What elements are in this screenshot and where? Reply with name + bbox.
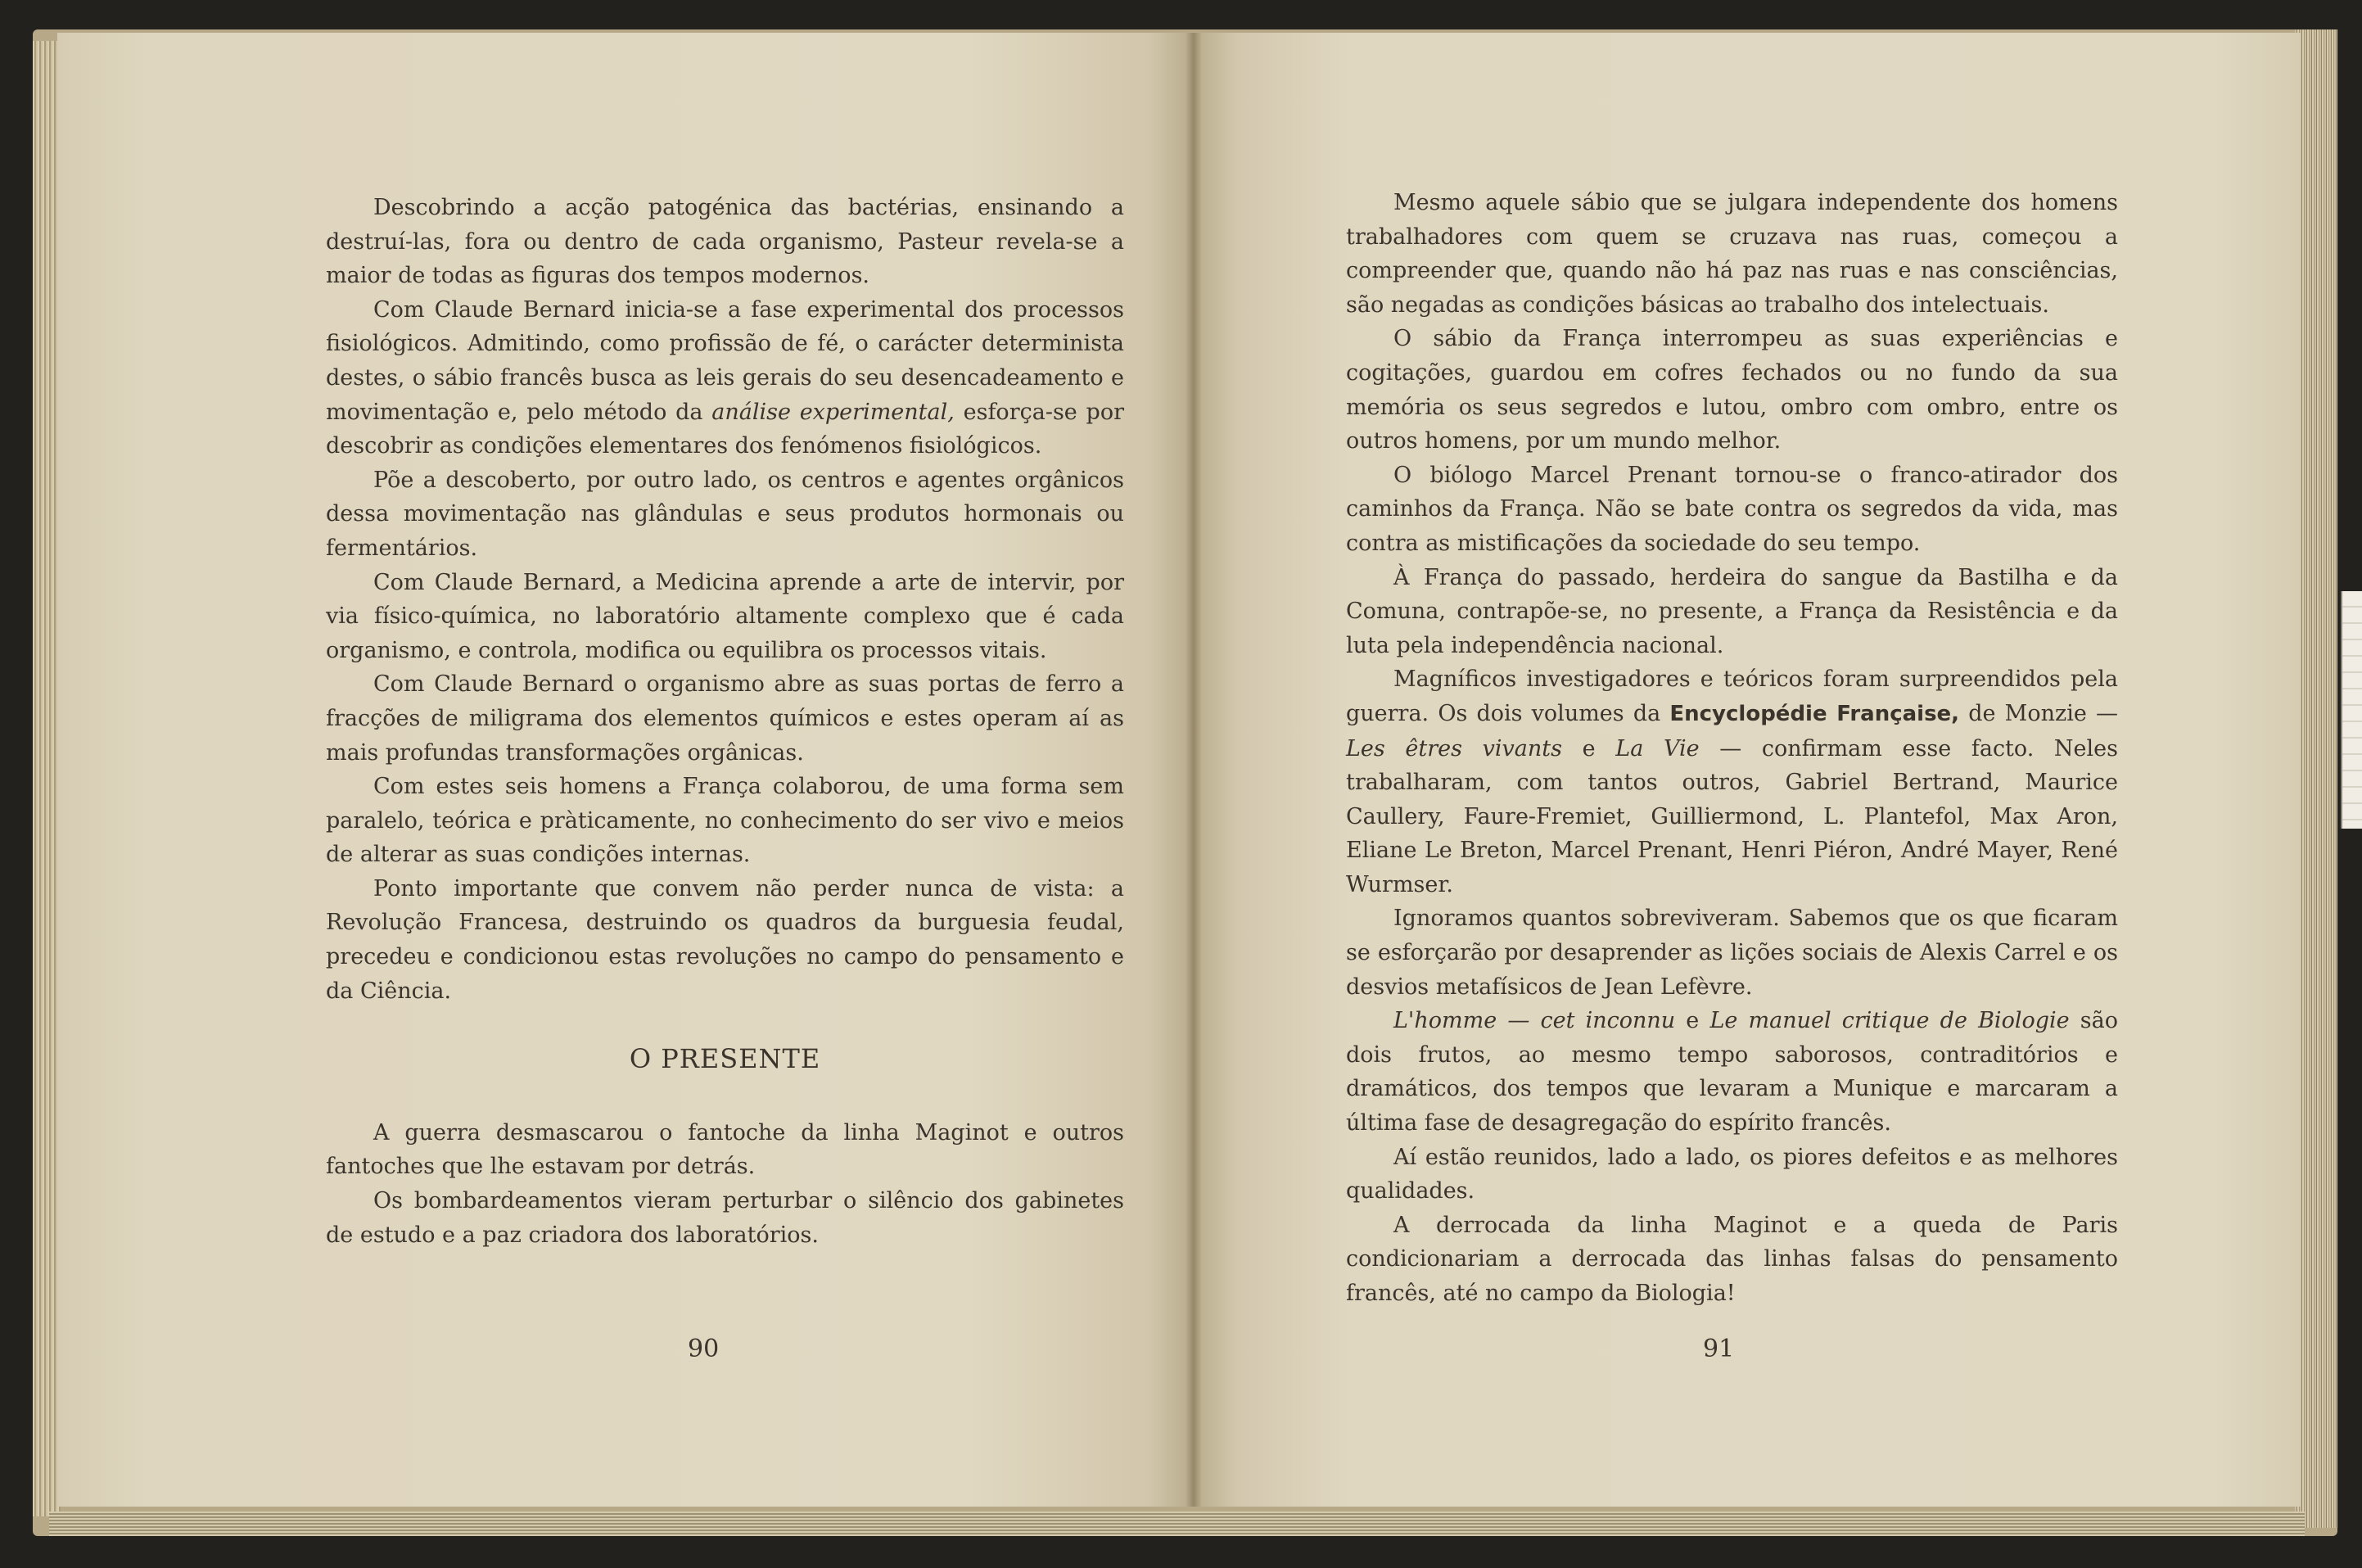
- left-page: [57, 33, 1194, 1507]
- paragraph: A derrocada da linha Maginot e a queda de Paris condicionariam a derrocada das linhas falsas do pensamento francês, até no campo da Biologia!: [1346, 1212, 2118, 1306]
- italic-title: Le manuel critique de Biologie: [1709, 1008, 2070, 1034]
- paragraph: O biólogo Marcel Prenant tornou-se o franco-atirador dos caminhos da França. Não se bate contra os segredos da vida, mas contra as mistificações da sociedade do seu tempo.: [1346, 462, 2118, 556]
- paragraph-text: Com Claude Bernard inicia-se a fase experimental dos processos fisiológicos. Admitindo, como profissão de fé, o carácter determinista destes, o sábio francês busca as leis gerais do seu desencadeamento e movimentação e, pelo método da: [326, 296, 1124, 425]
- paragraph: Com Claude Bernard o organismo abre as suas portas de ferro a fracções de miligrama dos elementos químicos e estes operam aí as mais profundas transformações orgânicas.: [326, 671, 1124, 766]
- italic-title: Les êtres vivants: [1346, 735, 1562, 761]
- paragraph: [1346, 662, 2118, 901]
- paragraph: Descobrindo a acção patogénica das bactérias, ensinando a destruí-las, fora ou dentro de cada organismo, Pasteur revela-se a maior de todas as figuras dos tempos modernos.: [326, 195, 1124, 289]
- paragraph: Põe a descoberto, por outro lado, os centros e agentes orgânicos dessa movimentação nas glândulas e seus produtos hormonais ou fermentários.: [326, 467, 1124, 561]
- page-number: 91: [1703, 1335, 1735, 1363]
- paragraph-text: — confirmam esse facto. Neles trabalharam, com tantos outros, Gabriel Bertrand, Maurice Caullery, Faure-Fremiet, Guilliermond, L. Plantefol, Max Aron, Eliane Le Breton, Marcel Prenant, Henri Piéron, André Mayer, René Wurmser.: [1346, 735, 2118, 897]
- paragraph: Aí estão reunidos, lado a lado, os piores defeitos e as melhores qualidades.: [1346, 1144, 2118, 1204]
- bold-title: Encyclopédie Française,: [1669, 701, 1960, 726]
- bottom-page-edges: [49, 1512, 2305, 1536]
- paragraph: O sábio da França interrompeu as suas experiências e cogitações, guardou em cofres fechados ou no fundo da sua memória os seus segredos e lutou, ombro com ombro, entre os outros homens, por um mundo melhor.: [1346, 326, 2118, 454]
- open-book: [33, 29, 2337, 1536]
- italic-term: análise experimental,: [711, 399, 955, 425]
- book-gutter: [1186, 33, 1202, 1507]
- left-page-body: [326, 191, 1124, 1252]
- paragraph-text: de Monzie —: [1968, 700, 2118, 726]
- scale-strip: [2341, 591, 2362, 829]
- italic-title: La Vie: [1615, 735, 1700, 761]
- paragraph: [1346, 1004, 2118, 1140]
- paragraph: Os bombardeamentos vieram perturbar o silêncio dos gabinetes de estudo e a paz criadora dos laboratórios.: [326, 1188, 1124, 1248]
- paragraph-text: e: [1582, 735, 1596, 761]
- paragraph: À França do passado, herdeira do sangue da Bastilha e da Comuna, contrapõe-se, no presente, a França da Resistência e da luta pela independência nacional.: [1346, 564, 2118, 658]
- italic-title: L'homme — cet inconnu: [1393, 1008, 1676, 1034]
- right-page-edges: [2295, 29, 2337, 1528]
- right-page: [1194, 33, 2301, 1507]
- left-page-edges: [33, 41, 61, 1516]
- paragraph: A guerra desmascarou o fantoche da linha Maginot e outros fantoches que lhe estavam por detrás.: [326, 1119, 1124, 1180]
- paragraph-text: são dois frutos, ao mesmo tempo saborosos, contraditórios e dramáticos, dos tempos que levaram a Munique e marcaram a última fase de desagregação do espírito francês.: [1346, 1008, 2118, 1136]
- paragraph-text: esforça-se por descobrir as condições elementares dos fenómenos fisiológicos.: [326, 399, 1124, 459]
- paragraph: Mesmo aquele sábio que se julgara independente dos homens trabalhadores com quem se cruzava nas ruas, começou a compreender que, quando não há paz nas ruas e nas consciências, são negadas as condições básicas ao trabalho dos intelectuais.: [1346, 190, 2118, 318]
- paragraph: Com Claude Bernard, a Medicina aprende a arte de intervir, por via físico-química, no laboratório altamente complexo que é cada organismo, e controla, modifica ou equilibra os processos vitais.: [326, 569, 1124, 663]
- paragraph: Ponto importante que convem não perder nunca de vista: a Revolução Francesa, destruindo os quadros da burguesia feudal, precedeu e condicionou estas revoluções no campo do pensamento e da Ciência.: [326, 875, 1124, 1004]
- paragraph-text: Magníficos investigadores e teóricos foram surpreendidos pela guerra. Os dois volumes da: [1346, 667, 2118, 726]
- right-page-body: [1346, 186, 2118, 1311]
- paragraph: Ignoramos quantos sobreviveram. Sabemos que os que ficaram se esforçarão por desaprender as lições sociais de Alexis Carrel e os desvios metafísicos de Jean Lefèvre.: [1346, 906, 2118, 1000]
- paragraph: Com estes seis homens a França colaborou, de uma forma sem paralelo, teórica e pràticamente, no conhecimento do ser vivo e meios de alterar as suas condições internas.: [326, 774, 1124, 868]
- page-number: 90: [688, 1335, 720, 1363]
- paragraph: [326, 293, 1124, 463]
- section-heading: O PRESENTE: [629, 1043, 821, 1075]
- paragraph-text: e: [1686, 1008, 1700, 1034]
